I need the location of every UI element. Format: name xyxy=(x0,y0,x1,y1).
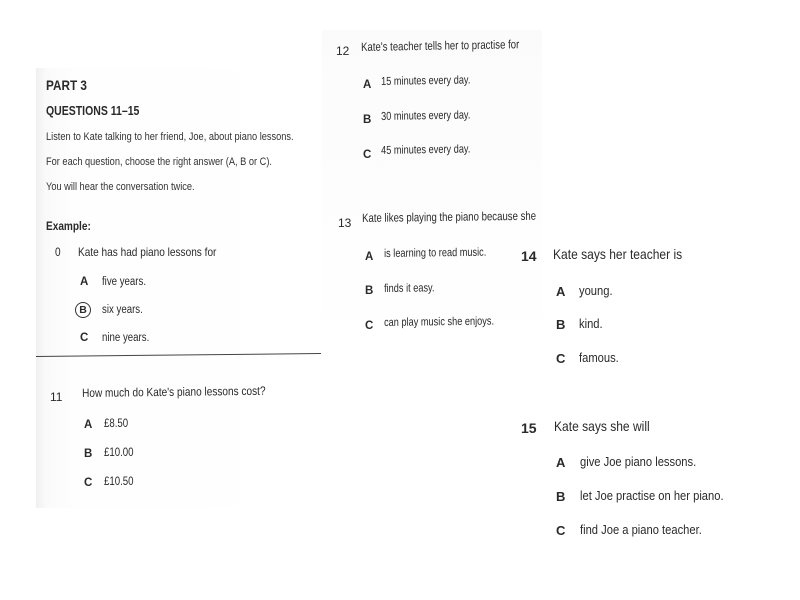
q15-option-b: let Joe practise on her piano. xyxy=(580,488,724,503)
part-title: PART 3 xyxy=(46,77,87,93)
instruction-line-1: Listen to Kate talking to her friend, Joe, about piano lessons. xyxy=(46,131,294,143)
q13-option-c: can play music she enjoys. xyxy=(384,315,495,329)
example-option-c-letter: C xyxy=(80,332,89,344)
example-option-b: six years. xyxy=(102,304,143,316)
q14-option-c: famous. xyxy=(579,350,619,365)
q13-option-a-letter: A xyxy=(365,251,374,263)
q12-option-a: 15 minutes every day. xyxy=(381,74,471,88)
example-option-a: five years. xyxy=(102,276,147,288)
q15-option-c-letter: C xyxy=(556,523,566,538)
q12-option-c-letter: C xyxy=(363,149,372,161)
q15-option-c: find Joe a piano teacher. xyxy=(580,522,702,537)
example-label: Example: xyxy=(46,219,91,233)
q15-question: Kate says she will xyxy=(554,418,650,434)
example-option-b-letter: B xyxy=(79,304,87,316)
example-answer-circle xyxy=(75,302,91,318)
q12-question: Kate's teacher tells her to practise for xyxy=(361,37,520,54)
instruction-line-3: You will hear the conversation twice. xyxy=(46,181,195,193)
q15-option-a: give Joe piano lessons. xyxy=(580,454,697,469)
q11-option-b-letter: B xyxy=(84,448,93,460)
instruction-line-2: For each question, choose the right answer (A, B or C). xyxy=(46,156,272,168)
q11-question: How much do Kate's piano lessons cost? xyxy=(82,383,266,400)
q11-option-a-letter: A xyxy=(84,419,93,431)
q11-option-a: £8.50 xyxy=(104,418,129,430)
q14-option-b-letter: B xyxy=(556,317,566,332)
q14-option-a: young. xyxy=(579,283,613,298)
q13-option-a: is learning to read music. xyxy=(384,246,487,260)
questions-range: QUESTIONS 11–15 xyxy=(46,104,140,118)
q15-option-b-letter: B xyxy=(556,489,566,504)
q13-option-b-letter: B xyxy=(365,285,374,297)
q12-option-a-letter: A xyxy=(363,79,372,91)
q11-option-c: £10.50 xyxy=(104,476,134,488)
q14-option-b: kind. xyxy=(579,316,603,331)
q11-number: 11 xyxy=(50,390,63,404)
example-question: Kate has had piano lessons for xyxy=(78,245,217,259)
q12-option-c: 45 minutes every day. xyxy=(381,143,471,157)
q13-option-b: finds it easy. xyxy=(384,282,435,295)
q13-option-c-letter: C xyxy=(365,320,374,332)
q11-option-b: £10.00 xyxy=(104,447,134,459)
q14-question: Kate says her teacher is xyxy=(553,246,683,262)
q14-option-c-letter: C xyxy=(556,351,566,366)
q14-option-a-letter: A xyxy=(556,284,566,299)
q13-question: Kate likes playing the piano because she xyxy=(362,208,537,225)
q11-option-c-letter: C xyxy=(84,477,93,489)
example-option-c: nine years. xyxy=(102,332,150,344)
q15-number: 15 xyxy=(521,420,537,436)
example-option-a-letter: A xyxy=(80,276,89,288)
q12-option-b-letter: B xyxy=(363,114,372,126)
q14-number: 14 xyxy=(521,248,537,264)
q12-number: 12 xyxy=(336,44,350,58)
example-number: 0 xyxy=(55,245,61,259)
q15-option-a-letter: A xyxy=(556,455,566,470)
q12-option-b: 30 minutes every day. xyxy=(381,109,471,123)
q13-number: 13 xyxy=(338,216,352,230)
